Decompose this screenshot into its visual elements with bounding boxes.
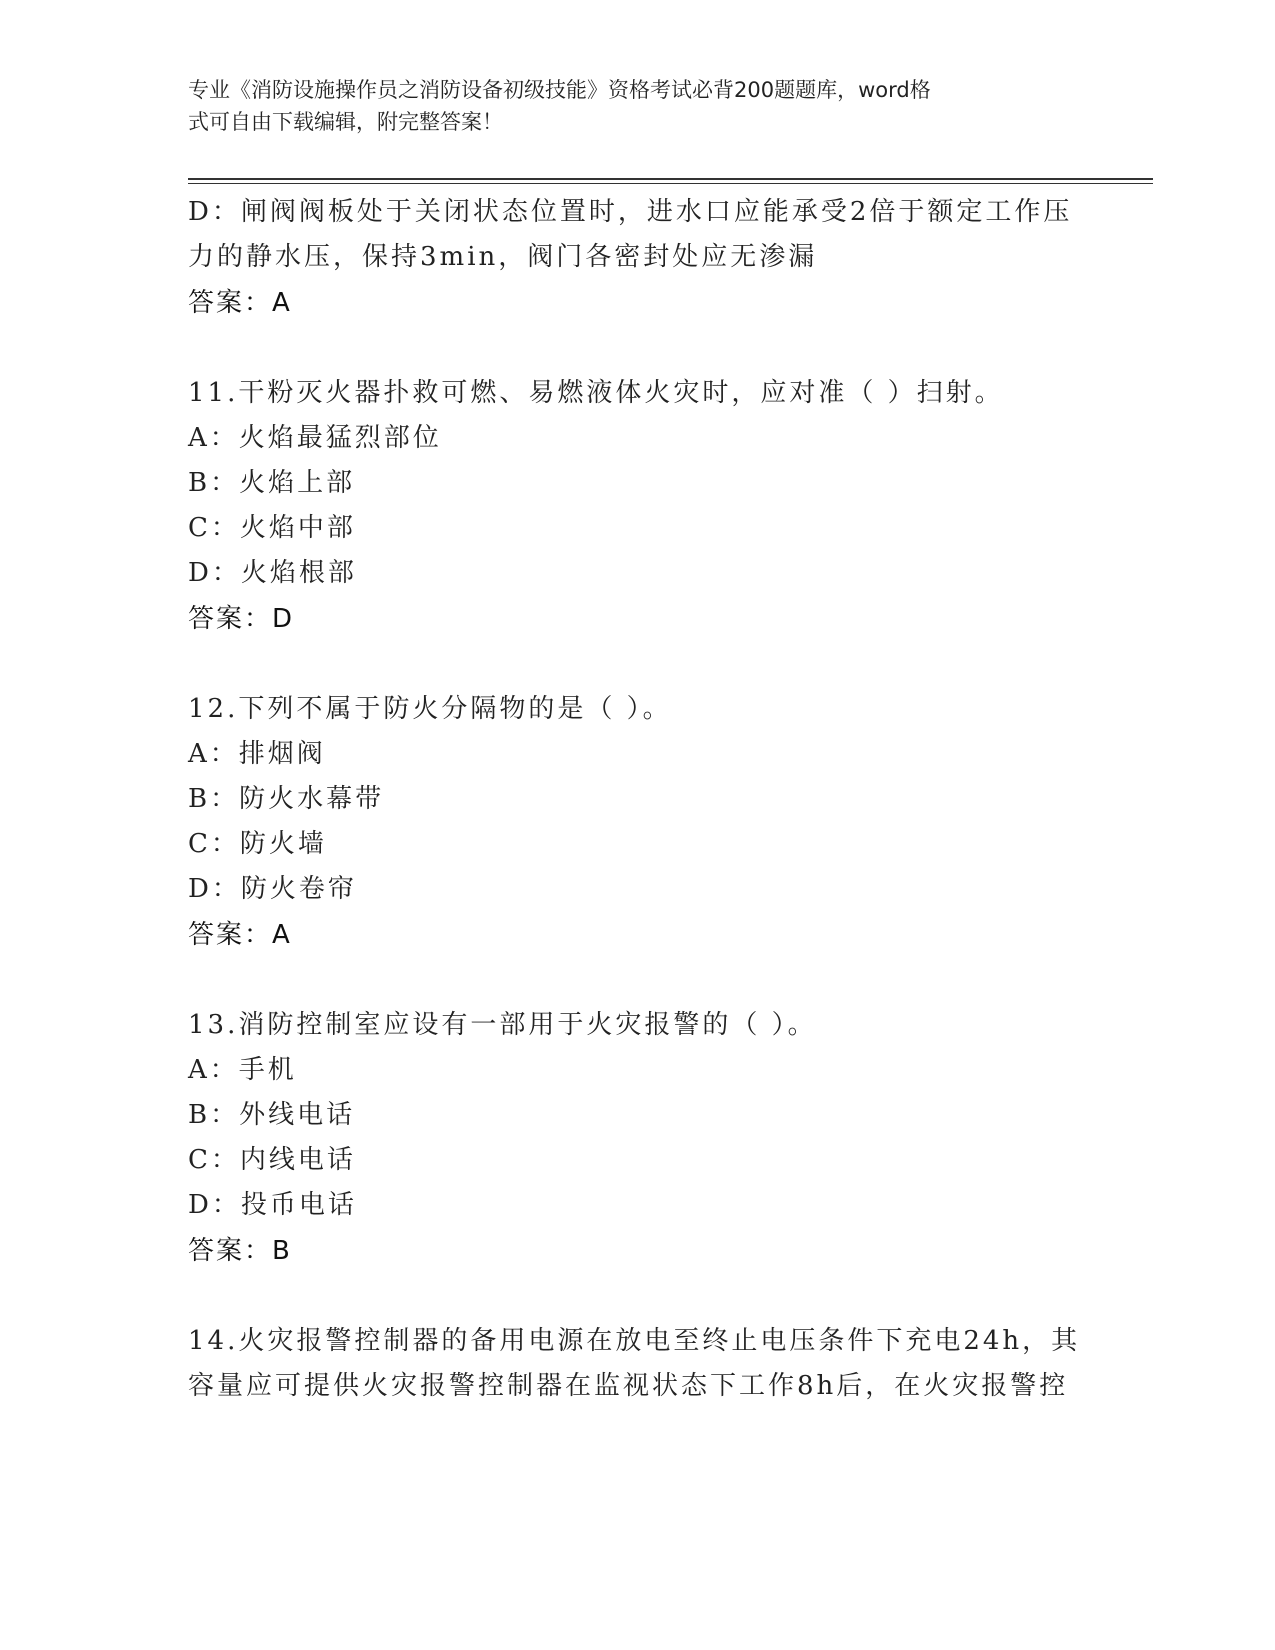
header-line-2: 式可自由下载编辑，附完整答案！ [188,110,503,134]
option-b: B：防火水幕带 [188,784,385,814]
answer: 答案：D [188,604,295,634]
document-header [188,74,1068,138]
question-12 [188,687,1088,959]
question-stem: 13.消防控制室应设有一部用于火灾报警的（ ）。 [188,1010,817,1040]
option-d: D：防火卷帘 [188,874,357,904]
document-body [188,190,1088,1409]
option-b: B：外线电话 [188,1100,356,1130]
question-10-tail [188,190,1088,327]
question-stem: 12.下列不属于防火分隔物的是（ ）。 [188,694,672,724]
option-d-line-2: 力的静水压，保持3min，阀门各密封处应无渗漏 [188,242,818,272]
option-a: A：排烟阀 [188,739,326,769]
option-c: C：防火墙 [188,829,327,859]
answer: 答案：A [188,920,292,950]
option-b: B：火焰上部 [188,468,356,498]
option-d: D：火焰根部 [188,558,357,588]
question-stem-line-1: 14.火灾报警控制器的备用电源在放电至终止电压条件下充电24h，其 [188,1326,1081,1356]
question-stem: 11.干粉灭火器扑救可燃、易燃液体火灾时，应对准（ ）扫射。 [188,378,1004,408]
question-11 [188,371,1088,643]
option-a: A：火焰最猛烈部位 [188,423,442,453]
header-divider-thick [188,178,1153,180]
question-13 [188,1003,1088,1275]
answer: 答案：B [188,1236,292,1266]
header-divider-thin [188,183,1153,184]
option-c: C：火焰中部 [188,513,356,543]
option-d: D：投币电话 [188,1190,357,1220]
option-d-line-1: D：闸阀阀板处于关闭状态位置时，进水口应能承受2倍于额定工作压 [188,197,1073,227]
question-14 [188,1319,1088,1409]
option-c: C：内线电话 [188,1145,356,1175]
answer: 答案：A [188,288,292,318]
option-a: A：手机 [188,1055,297,1085]
question-stem-line-2: 容量应可提供火灾报警控制器在监视状态下工作8h后，在火灾报警控 [188,1371,1069,1401]
header-line-1: 专业《消防设施操作员之消防设备初级技能》资格考试必背200题题库，word格 [188,78,931,102]
